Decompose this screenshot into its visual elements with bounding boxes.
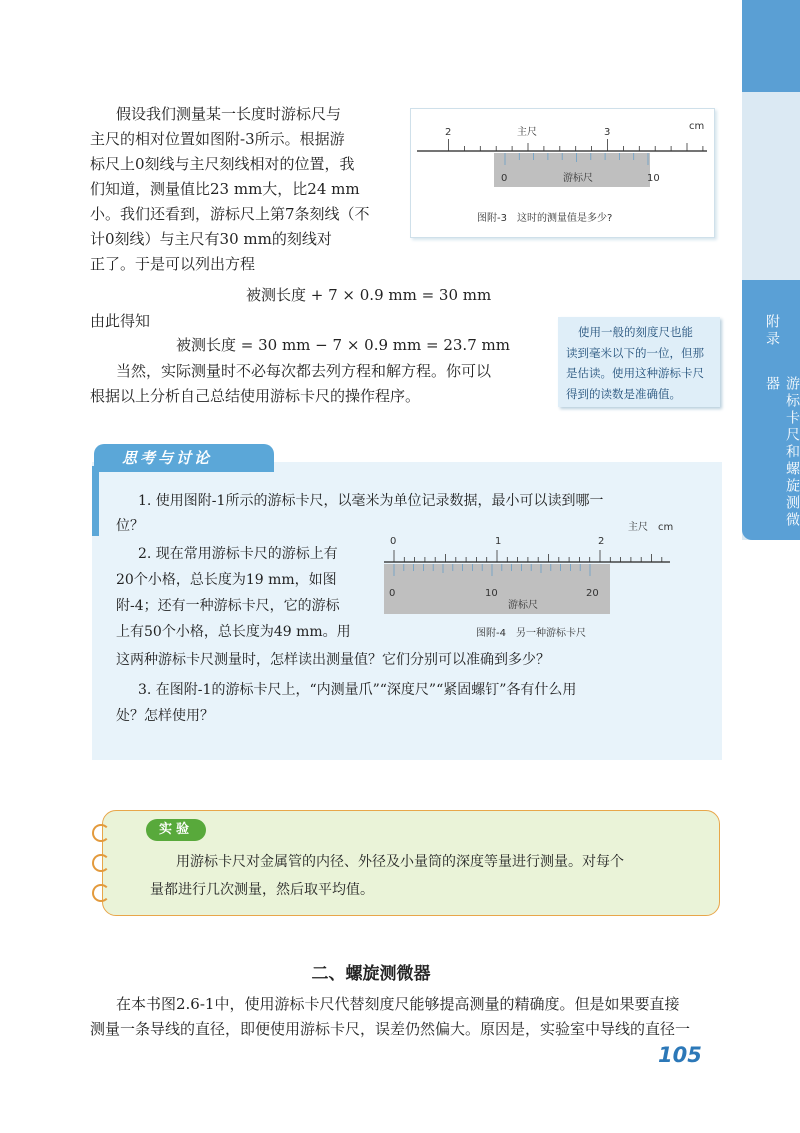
paragraph-line: 测量一条导线的直径，即便使用游标卡尺，误差仍然偏大。原因是，实验室中导线的直径一 [90, 1020, 691, 1038]
main-tick-label: 1 [495, 536, 502, 547]
paragraph-line: 主尺的相对位置如图附-3所示。根据游 [90, 130, 345, 148]
vernier-tick-label: 0 [389, 588, 396, 599]
paragraph-line: 在本书图2.6-1中，使用游标卡尺代替刻度尺能够提高测量的精确度。但是如果要直接 [116, 995, 680, 1013]
question-line: 2. 现在常用游标卡尺的游标上有 [138, 546, 338, 562]
discussion-title: 思考与讨论 [94, 444, 274, 472]
vernier-diagram-4 [380, 516, 680, 646]
paragraph-line: 标尺上0刻线与主尺刻线相对的位置，我 [90, 155, 355, 173]
question-line: 附-4；还有一种游标卡尺，它的游标 [116, 598, 340, 614]
question-line: 处？怎样使用？ [116, 708, 214, 724]
figure-3 [410, 108, 715, 238]
question-line: 20个小格，总长度为19 mm，如图 [116, 572, 337, 588]
main-scale-label: 主尺 [628, 522, 648, 533]
main-tick-label: 3 [604, 127, 611, 138]
vernier-scale-label: 游标尺 [563, 173, 593, 184]
question-line: 3. 在图附-1的游标卡尺上，“内测量爪”“深度尺”“紧固螺钉”各有什么用 [138, 682, 577, 698]
note-line: 读到毫米以下的一位，但那 [566, 345, 704, 360]
vernier-diagram-3 [411, 109, 714, 237]
chapter-side-tab [742, 280, 800, 540]
paragraph-line: 由此得知 [90, 312, 151, 330]
figure-4 [380, 516, 680, 646]
note-line: 得到的读数是准确值。 [566, 386, 681, 401]
paragraph-line: 根据以上分析自己总结使用游标卡尺的操作程序。 [90, 387, 421, 405]
experiment-line: 量都进行几次测量，然后取平均值。 [150, 882, 374, 898]
experiment-line: 用游标卡尺对金属管的内径、外径及小量筒的深度等量进行测量。对每个 [176, 854, 624, 870]
main-tick-label: 0 [390, 536, 397, 547]
ring-binder-icon [92, 854, 110, 872]
side-tab-top-block [742, 0, 800, 92]
question-line: 1. 使用图附-1所示的游标卡尺，以毫米为单位记录数据，最小可以读到哪一 [138, 493, 604, 509]
unit-label: cm [658, 522, 674, 533]
ring-binder-icon [92, 884, 110, 902]
main-tick-label: 2 [598, 536, 605, 547]
paragraph-line: 假设我们测量某一长度时游标尺与 [116, 105, 342, 123]
side-tab-section: 附录 [764, 314, 780, 348]
main-scale-label: 主尺 [517, 127, 537, 138]
paragraph-line: 们知道，测量值比23 mm大，比24 mm [90, 180, 360, 198]
question-line: 上有50个小格，总长度为49 mm。用 [116, 624, 351, 640]
vernier-tick-label: 10 [485, 588, 498, 599]
question-line: 位？ [116, 518, 144, 534]
vernier-scale-label: 游标尺 [508, 600, 538, 611]
note-line: 使用一般的刻度尺也能 [578, 325, 693, 339]
main-tick-label: 2 [445, 127, 452, 138]
paragraph-line: 当然，实际测量时不必每次都去列方程和解方程。你可以 [116, 362, 492, 380]
figure-3-caption: 图附-3 这时的测量值是多少? [477, 213, 613, 224]
section-title: 二、螺旋测微器 [311, 964, 431, 984]
equation-2: 被测长度 = 30 mm − 7 × 0.9 mm = 23.7 mm [176, 336, 510, 354]
experiment-title: 实验 [146, 819, 206, 841]
paragraph-line: 小。我们还看到，游标尺上第7条刻线（不 [90, 205, 370, 223]
page-number: 105 [658, 1043, 702, 1067]
unit-label: cm [689, 121, 705, 132]
margin-note-text [566, 322, 716, 404]
equation-1: 被测长度 + 7 × 0.9 mm = 30 mm [246, 286, 492, 304]
note-line: 是估读。使用这种游标卡尺 [566, 366, 704, 380]
question-line: 这两种游标卡尺测量时，怎样读出测量值？它们分别可以准确到多少？ [116, 652, 550, 668]
vernier-tick-label: 20 [586, 588, 599, 599]
vernier-tick-label: 10 [647, 173, 660, 184]
side-tab-title: 游标卡尺和螺旋测微器 [764, 376, 800, 529]
paragraph-line: 计0刻线）与主尺有30 mm的刻线对 [90, 230, 332, 248]
figure-4-caption: 图附-4 另一种游标卡尺 [476, 628, 586, 639]
discussion-stripe [92, 466, 99, 536]
ring-binder-icon [92, 824, 110, 842]
paragraph-line: 正了。于是可以列出方程 [90, 255, 256, 273]
vernier-tick-label: 0 [501, 173, 508, 184]
